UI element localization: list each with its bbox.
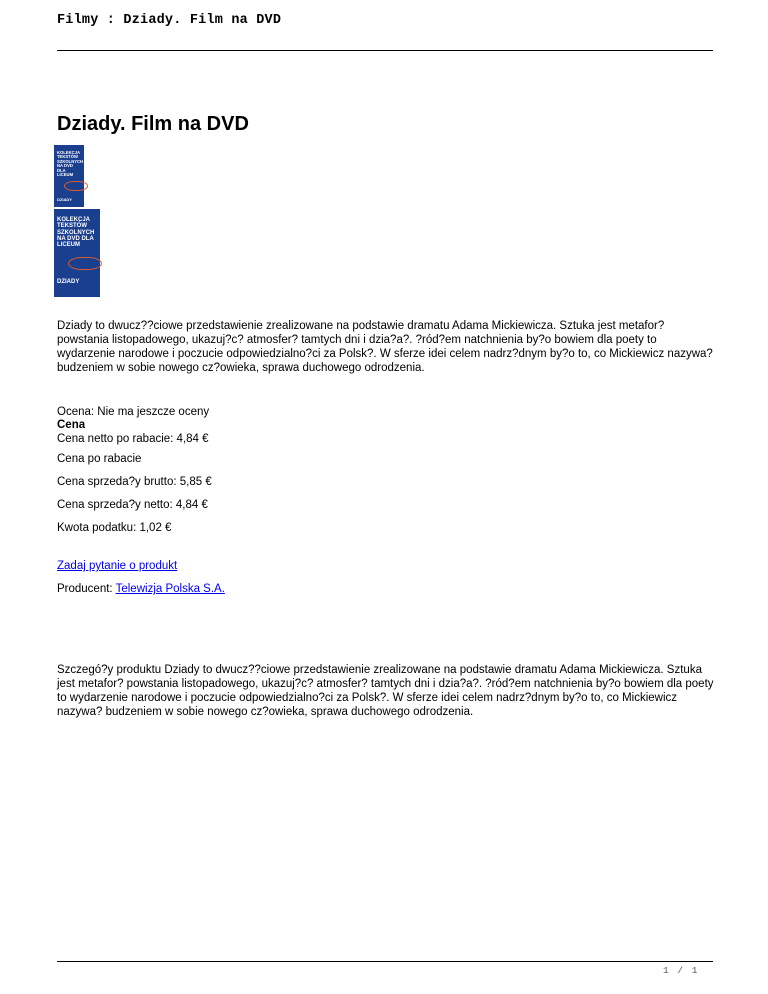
producer-link[interactable]: Telewizja Polska S.A.: [115, 583, 225, 595]
cover-brand-text: DZIADY: [57, 279, 80, 285]
cover-brand-text: DZIADY: [57, 197, 72, 202]
cover-series-text: KOLEKCJA TEKSTÓW SZKOLNYCH NA DVD DLA LICEUM: [57, 150, 84, 178]
price-net-after-discount: Cena netto po rabacie: 4,84 €: [57, 433, 209, 445]
running-title: Filmy : Dziady. Film na DVD: [57, 13, 282, 28]
rating-text: Ocena: Nie ma jeszcze oceny: [57, 406, 210, 418]
producer-line: [57, 582, 717, 596]
producer-label: Producent:: [57, 583, 116, 595]
cover-series-text: KOLEKCJA TEKSTÓW SZKOLNYCH NA DVD DLA LICEUM: [57, 217, 95, 249]
product-details: Szczegó?y produktu Dziady to dwucz??ciowe przedstawienie zrealizowane na podstawie dramatu Adama Mickiewicza. Sztuka jest metafor? powstania listopadowego, ukazuj?c? atmosfer? tamtych dni i dzia?a?. ?ród?em natchnienia by?o bowiem dla poety to wydarzenie narodowe i poczucie odpowiedzialno?ci za Polsk?. W sferze idei celem nadrz?dnym by?o to, co Mickiewicz nazywa? budzeniem w sobie nowego cz?owieka, sprawa duchowego odrodzenia.: [57, 664, 714, 718]
tax-amount: Kwota podatku: 1,02 €: [57, 522, 172, 534]
eye-icon: [68, 257, 102, 270]
price-gross: Cena sprzeda?y brutto: 5,85 €: [57, 476, 212, 488]
price-net: Cena sprzeda?y netto: 4,84 €: [57, 499, 208, 511]
product-description: Dziady to dwucz??ciowe przedstawienie zrealizowane na podstawie dramatu Adama Mickiewicza. Sztuka jest metafor? powstania listopadowego, ukazuj?c? atmosfer? tamtych dni i dzia?a?. ?ród?em natchnienia by?o bowiem dla poety to wydarzenie narodowe i poczucie odpowiedzialno?ci za Polsk?. W sferze idei celem nadrz?dnym by?o to, co Mickiewicz nazywa? budzeniem w sobie nowego cz?owieka, sprawa duchowego odrodzenia.: [57, 320, 713, 374]
product-cover-image[interactable]: [54, 209, 124, 297]
page-number: 1 / 1: [663, 965, 700, 976]
footer-rule: [57, 961, 713, 962]
price-heading: Cena: [57, 419, 86, 431]
eye-icon: [64, 181, 88, 191]
product-cover-thumbnail[interactable]: [54, 145, 100, 207]
page-title: Dziady. Film na DVD: [57, 113, 249, 135]
price-after-discount-label: Cena po rabacie: [57, 453, 142, 465]
ask-question-link[interactable]: Zadaj pytanie o produkt: [57, 560, 178, 572]
header-rule: [57, 50, 713, 51]
